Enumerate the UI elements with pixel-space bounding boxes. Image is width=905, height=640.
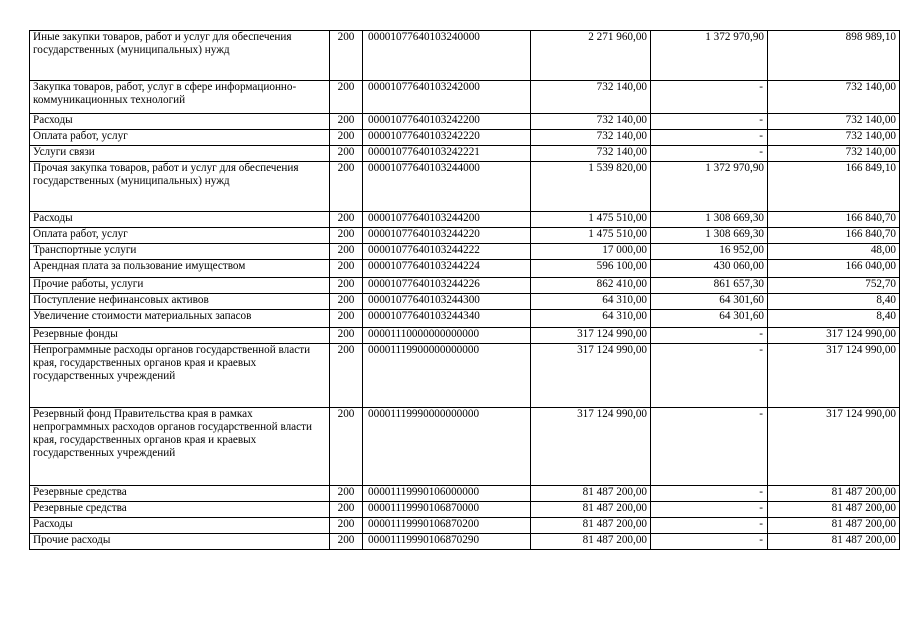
- row-name: Иные закупки товаров, работ и услуг для обеспечения государственных (муниципальных) нужд: [30, 31, 330, 81]
- row-name: Прочие работы, услуги: [30, 278, 330, 294]
- row-code: 200: [330, 146, 363, 162]
- row-remaining: 898 989,10: [768, 31, 900, 81]
- row-remaining: 732 140,00: [768, 114, 900, 130]
- row-name: Резервные средства: [30, 502, 330, 518]
- table-row: [30, 244, 900, 260]
- row-kbk: 00001110000000000000: [363, 328, 531, 344]
- table-row: [30, 212, 900, 228]
- row-executed: 1 308 669,30: [651, 228, 768, 244]
- row-code: 200: [330, 81, 363, 114]
- row-name: Прочая закупка товаров, работ и услуг для обеспечения государственных (муниципальных) нужд: [30, 162, 330, 212]
- row-executed: 430 060,00: [651, 260, 768, 278]
- row-executed: 64 301,60: [651, 310, 768, 328]
- table-row: [30, 408, 900, 486]
- row-kbk: 00001119900000000000: [363, 344, 531, 408]
- row-executed: -: [651, 146, 768, 162]
- row-kbk: 00001077640103242000: [363, 81, 531, 114]
- table-row: [30, 328, 900, 344]
- row-executed: -: [651, 408, 768, 486]
- row-code: 200: [330, 31, 363, 81]
- row-approved: 862 410,00: [531, 278, 651, 294]
- row-kbk: 00001119990106870290: [363, 534, 531, 550]
- row-approved: 1 475 510,00: [531, 228, 651, 244]
- row-approved: 17 000,00: [531, 244, 651, 260]
- table-row: [30, 114, 900, 130]
- row-kbk: 00001077640103244226: [363, 278, 531, 294]
- row-approved: 596 100,00: [531, 260, 651, 278]
- row-approved: 317 124 990,00: [531, 408, 651, 486]
- budget-execution-table: [29, 30, 900, 550]
- row-code: 200: [330, 328, 363, 344]
- row-name: Оплата работ, услуг: [30, 228, 330, 244]
- table-row: [30, 81, 900, 114]
- row-executed: -: [651, 130, 768, 146]
- row-approved: 732 140,00: [531, 130, 651, 146]
- row-name: Поступление нефинансовых активов: [30, 294, 330, 310]
- row-name: Транспортные услуги: [30, 244, 330, 260]
- row-remaining: 81 487 200,00: [768, 486, 900, 502]
- row-executed: 16 952,00: [651, 244, 768, 260]
- row-remaining: 8,40: [768, 294, 900, 310]
- row-remaining: 166 040,00: [768, 260, 900, 278]
- row-remaining: 732 140,00: [768, 130, 900, 146]
- row-name: Резервные фонды: [30, 328, 330, 344]
- row-remaining: 166 840,70: [768, 212, 900, 228]
- row-approved: 64 310,00: [531, 310, 651, 328]
- row-kbk: 00001077640103242221: [363, 146, 531, 162]
- row-approved: 1 475 510,00: [531, 212, 651, 228]
- row-remaining: 732 140,00: [768, 81, 900, 114]
- row-name: Резервный фонд Правительства края в рамках непрограммных расходов органов государственной власти края, государственных органов края и краевых государственных учреждений: [30, 408, 330, 486]
- row-code: 200: [330, 162, 363, 212]
- row-name: Расходы: [30, 114, 330, 130]
- row-code: 200: [330, 260, 363, 278]
- row-remaining: 81 487 200,00: [768, 534, 900, 550]
- row-code: 200: [330, 212, 363, 228]
- row-remaining: 317 124 990,00: [768, 408, 900, 486]
- table-row: [30, 534, 900, 550]
- row-code: 200: [330, 486, 363, 502]
- row-code: 200: [330, 344, 363, 408]
- row-executed: 1 308 669,30: [651, 212, 768, 228]
- row-approved: 317 124 990,00: [531, 328, 651, 344]
- table-row: [30, 294, 900, 310]
- row-code: 200: [330, 408, 363, 486]
- table-row: [30, 31, 900, 81]
- table-row: [30, 278, 900, 294]
- row-executed: 1 372 970,90: [651, 31, 768, 81]
- row-remaining: 317 124 990,00: [768, 344, 900, 408]
- row-executed: -: [651, 81, 768, 114]
- row-kbk: 00001119990106870200: [363, 518, 531, 534]
- row-name: Резервные средства: [30, 486, 330, 502]
- table-row: [30, 162, 900, 212]
- row-remaining: 317 124 990,00: [768, 328, 900, 344]
- row-remaining: 166 849,10: [768, 162, 900, 212]
- table-row: [30, 228, 900, 244]
- row-code: 200: [330, 228, 363, 244]
- row-code: 200: [330, 534, 363, 550]
- row-approved: 81 487 200,00: [531, 518, 651, 534]
- row-executed: -: [651, 344, 768, 408]
- table-row: [30, 130, 900, 146]
- row-kbk: 00001119990106870000: [363, 502, 531, 518]
- row-name: Непрограммные расходы органов государственной власти края, государственных органов края и краевых государственных учреждений: [30, 344, 330, 408]
- row-remaining: 81 487 200,00: [768, 518, 900, 534]
- table-row: [30, 486, 900, 502]
- row-kbk: 00001077640103244000: [363, 162, 531, 212]
- row-kbk: 00001077640103244220: [363, 228, 531, 244]
- row-remaining: 732 140,00: [768, 146, 900, 162]
- row-executed: -: [651, 328, 768, 344]
- row-remaining: 166 840,70: [768, 228, 900, 244]
- row-name: Расходы: [30, 212, 330, 228]
- row-executed: 1 372 970,90: [651, 162, 768, 212]
- row-approved: 64 310,00: [531, 294, 651, 310]
- row-kbk: 00001077640103244200: [363, 212, 531, 228]
- table-row: [30, 344, 900, 408]
- row-approved: 317 124 990,00: [531, 344, 651, 408]
- row-remaining: 48,00: [768, 244, 900, 260]
- row-approved: 732 140,00: [531, 114, 651, 130]
- row-approved: 732 140,00: [531, 81, 651, 114]
- row-remaining: 8,40: [768, 310, 900, 328]
- row-approved: 2 271 960,00: [531, 31, 651, 81]
- row-code: 200: [330, 294, 363, 310]
- row-code: 200: [330, 130, 363, 146]
- row-name: Услуги связи: [30, 146, 330, 162]
- row-executed: -: [651, 534, 768, 550]
- row-executed: -: [651, 502, 768, 518]
- row-executed: 861 657,30: [651, 278, 768, 294]
- row-remaining: 81 487 200,00: [768, 502, 900, 518]
- row-kbk: 00001077640103244222: [363, 244, 531, 260]
- row-kbk: 00001077640103244224: [363, 260, 531, 278]
- row-approved: 81 487 200,00: [531, 502, 651, 518]
- table-row: [30, 518, 900, 534]
- row-name: Закупка товаров, работ, услуг в сфере информационно-коммуникационных технологий: [30, 81, 330, 114]
- row-code: 200: [330, 310, 363, 328]
- row-name: Оплата работ, услуг: [30, 130, 330, 146]
- row-executed: -: [651, 114, 768, 130]
- row-code: 200: [330, 278, 363, 294]
- row-kbk: 00001077640103244340: [363, 310, 531, 328]
- row-name: Арендная плата за пользование имуществом: [30, 260, 330, 278]
- table-row: [30, 260, 900, 278]
- row-code: 200: [330, 114, 363, 130]
- row-code: 200: [330, 502, 363, 518]
- table-row: [30, 146, 900, 162]
- table-row: [30, 310, 900, 328]
- row-approved: 81 487 200,00: [531, 486, 651, 502]
- table-body: [30, 31, 900, 550]
- row-executed: -: [651, 518, 768, 534]
- row-executed: 64 301,60: [651, 294, 768, 310]
- row-approved: 732 140,00: [531, 146, 651, 162]
- row-kbk: 00001077640103244300: [363, 294, 531, 310]
- row-name: Прочие расходы: [30, 534, 330, 550]
- row-kbk: 00001077640103242200: [363, 114, 531, 130]
- row-kbk: 00001077640103240000: [363, 31, 531, 81]
- row-name: Увеличение стоимости материальных запасов: [30, 310, 330, 328]
- row-code: 200: [330, 518, 363, 534]
- row-code: 200: [330, 244, 363, 260]
- row-kbk: 00001119990106000000: [363, 486, 531, 502]
- row-executed: -: [651, 486, 768, 502]
- table-row: [30, 502, 900, 518]
- row-remaining: 752,70: [768, 278, 900, 294]
- row-kbk: 00001077640103242220: [363, 130, 531, 146]
- row-name: Расходы: [30, 518, 330, 534]
- row-kbk: 00001119990000000000: [363, 408, 531, 486]
- row-approved: 81 487 200,00: [531, 534, 651, 550]
- row-approved: 1 539 820,00: [531, 162, 651, 212]
